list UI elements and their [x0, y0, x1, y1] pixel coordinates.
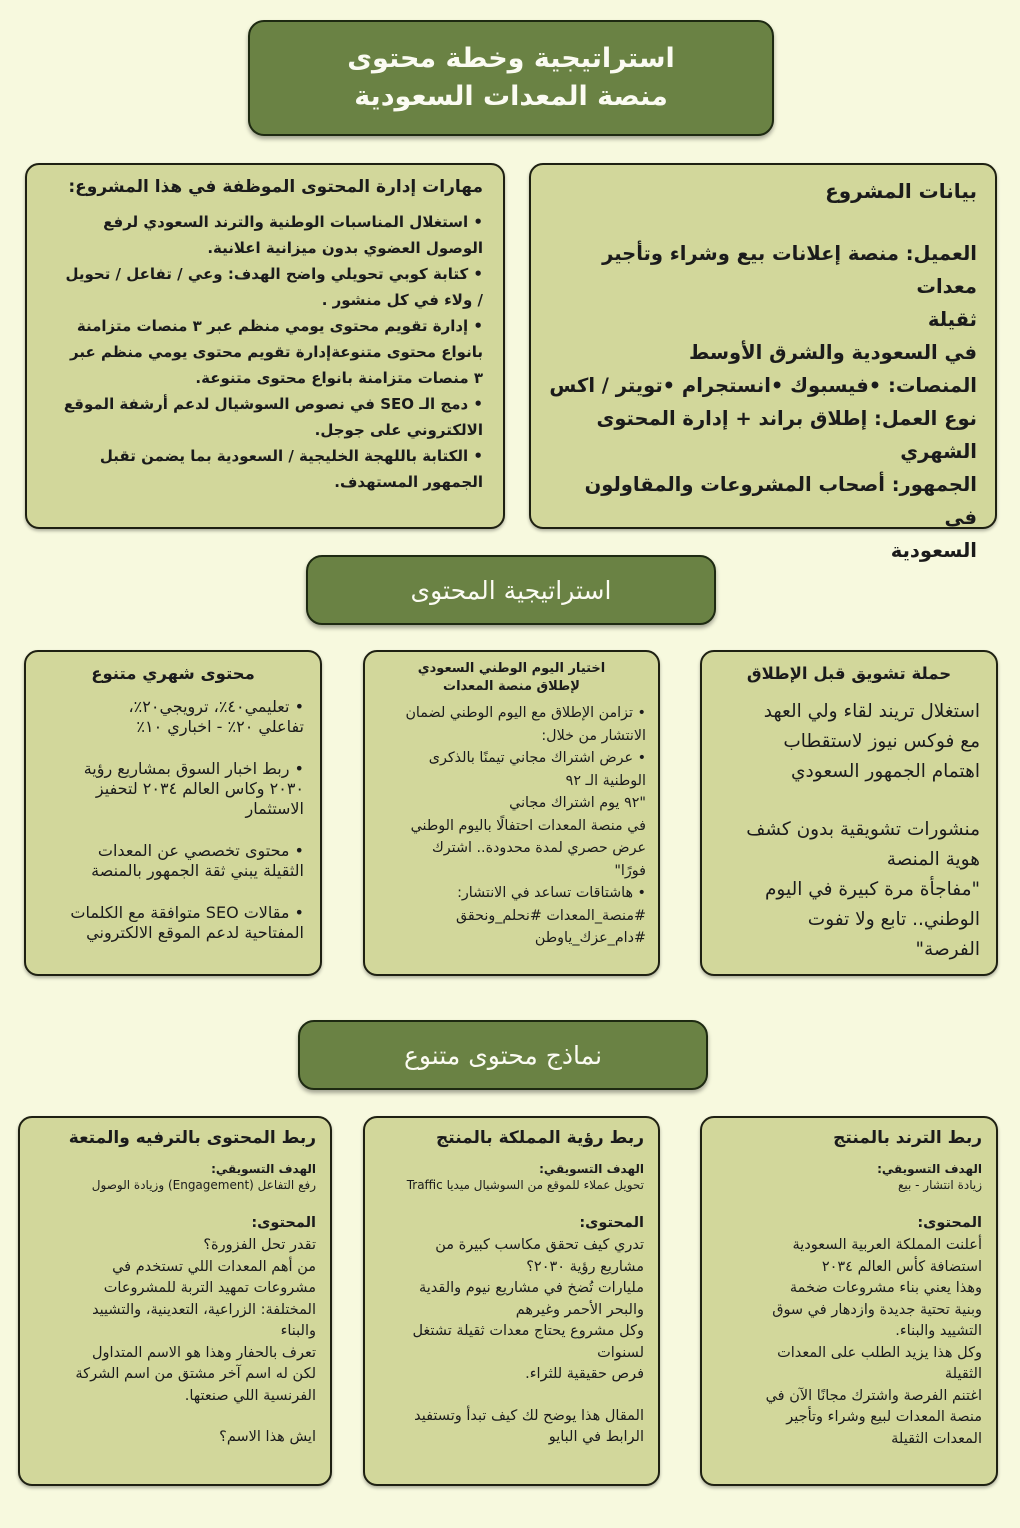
model-vision-heading: ربط رؤية المملكة بالمنتج: [436, 1128, 644, 1148]
project-data-line: نوع العمل: إطلاق براند + إدارة المحتوى: [596, 407, 977, 430]
monthly-item-line: الاستثمار: [245, 799, 304, 818]
teaser-line: الفرصة": [915, 939, 980, 960]
skills-heading: مهارات إدارة المحتوى الموظفة في هذا المشروع:: [68, 177, 483, 197]
content-line: أعلنت المملكة العربية السعودية: [792, 1237, 982, 1253]
skills-list: [47, 209, 483, 495]
content-line: اغتنم الفرصة واشترك مجانًا الآن في: [765, 1387, 982, 1404]
monthly-item: [42, 759, 304, 819]
teaser-line: منشورات تشويقية بدون كشف: [746, 819, 980, 840]
marketing-goal: تحويل عملاء للموقع من السوشيال ميديا Traffic: [406, 1178, 644, 1192]
national-day-line: الوطنية الـ ٩٢: [565, 772, 646, 789]
project-data-card: [529, 163, 997, 562]
skill-line: / ولاء في كل منشور .: [321, 291, 483, 309]
skill-line: • دمج الـ SEO في نصوص السوشيال لدعم أرشفة الموقع: [63, 395, 483, 413]
content-line: منصة المعدات لبيع وشراء وتأجير: [786, 1409, 982, 1425]
hashtag-line: #دام_عزك_ياوطن: [534, 930, 646, 946]
skill-line: الجمهور المستهدف.: [334, 473, 483, 491]
project-data-line: ثقيلة: [927, 308, 977, 331]
skills-card: [25, 163, 505, 529]
monthly-content-card: [24, 650, 322, 976]
marketing-goal: زيادة انتشار - بيع: [898, 1178, 982, 1192]
monthly-item-line: • ربط اخبار السوق بمشاريع رؤية: [83, 759, 304, 778]
monthly-item-line: • مقالات SEO متوافقة مع الكلمات: [70, 903, 304, 922]
model-trend-card: [700, 1116, 998, 1486]
project-data-heading: بيانات المشروع: [825, 179, 977, 203]
skill-line: الالكتروني على جوجل.: [314, 421, 483, 439]
teaser-line: مع فوكس نيوز لاستقطاب: [783, 731, 980, 752]
content-label: المحتوى:: [579, 1215, 644, 1231]
national-day-line: عرض حصري لمدة محدودة.. اشترك: [432, 840, 646, 856]
model-fun-card: [18, 1116, 332, 1486]
monthly-heading: محتوى شهري متنوع: [91, 664, 255, 683]
project-data-line: في السعودية والشرق الأوسط: [688, 341, 977, 364]
national-day-line: في منصة المعدات احتفالًا باليوم الوطني: [410, 817, 646, 834]
national-day-heading-1: اختيار اليوم الوطني السعودي: [417, 661, 606, 676]
monthly-item: [42, 903, 304, 943]
monthly-item-line: • محتوى تخصصي عن المعدات: [97, 841, 304, 860]
content-line: تقدر تحل الفزورة؟: [203, 1237, 316, 1253]
content-line: وبنية تحتية جديدة وازدهار في سوق: [772, 1301, 982, 1318]
teaser-line: استغلال تريند لقاء ولي العهد: [763, 701, 980, 722]
section-title-models-text: نماذج محتوى متنوع: [403, 1040, 603, 1070]
monthly-item: [42, 697, 304, 737]
main-title-line2: منصة المعدات السعودية: [354, 81, 668, 112]
national-day-card: [363, 650, 660, 976]
teaser-line: هوية المنصة: [886, 849, 980, 870]
monthly-item-line: المفتاحية لدعم الموقع الالكتروني: [86, 923, 304, 942]
teaser-line: الوطني.. تابع ولا تفوت: [807, 909, 980, 930]
monthly-item-line: تفاعلي ٢٠٪ - اخباري ١٠٪: [136, 717, 304, 736]
skill-line: • كتابة كوبي تحويلي واضح الهدف: وعي / تفاعل / تحويل: [65, 265, 483, 283]
marketing-goal-label: الهدف التسويقي:: [877, 1162, 982, 1176]
skill-line: ٣ منصات متزامنة بانواع محتوى متنوعة.: [195, 369, 483, 387]
monthly-item-line: • تعليمي٤٠٪، ترويجي٢٠٪،: [128, 697, 304, 716]
project-data-line: العميل: منصة إعلانات بيع وشراء وتأجير معدات: [602, 242, 977, 298]
section-title-models: [298, 1020, 708, 1090]
project-data-line: الشهري: [900, 440, 977, 463]
content-line: المختلفة: الزراعية، التعدينية، والتشييد: [92, 1301, 316, 1318]
skill-line: • استغلال المناسبات الوطنية والترند السعودي لرفع: [103, 213, 483, 231]
national-day-line: "٩٢ يوم اشتراك مجاني: [509, 795, 646, 811]
content-line: الرابط في البايو: [548, 1429, 644, 1445]
monthly-item: [42, 841, 304, 881]
content-line: لسنوات: [597, 1344, 644, 1361]
project-data-line: السعودية: [890, 539, 977, 562]
teaser-line: "مفاجأة مرة كبيرة في اليوم: [764, 879, 980, 900]
teaser-heading: حملة تشويق قبل الإطلاق: [746, 664, 952, 683]
content-line: الفرنسية اللي صنعتها.: [184, 1387, 316, 1404]
teaser-card: [700, 650, 998, 976]
content-line: ايش هذا الاسم؟: [219, 1429, 316, 1445]
content-line: من أهم المعدات اللي تستخدم في: [112, 1258, 316, 1275]
content-line: لكن له اسم آخر مشتق من اسم الشركة: [75, 1366, 316, 1382]
hashtag-line: #منصة_المعدات #نحلم_ونحقق: [456, 907, 646, 924]
teaser-line: اهتمام الجمهور السعودي: [791, 761, 980, 782]
content-line: والبحر الأحمر وغيرهم: [515, 1301, 644, 1318]
content-line: مشاريع رؤية ٢٠٣٠؟: [526, 1258, 644, 1275]
content-line: المقال هذا يوضح لك كيف تبدأ وتستفيد: [414, 1407, 644, 1424]
skill-line: • الكتابة باللهجة الخليجية / السعودية بما يضمن تقبل: [99, 447, 483, 465]
content-line: تعرف بالحفار وهذا هو الاسم المتداول: [92, 1344, 316, 1361]
content-label: المحتوى:: [251, 1215, 316, 1231]
national-day-line: فورًا": [614, 862, 646, 879]
national-day-line: الانتشار من خلال:: [541, 727, 646, 744]
content-line: وهذا يعني بناء مشروعات ضخمة: [789, 1280, 982, 1296]
national-day-line: • هاشتاقات تساعد في الانتشار:: [457, 885, 646, 901]
content-line: والبناء: [280, 1323, 316, 1339]
content-line: مليارات تُضخ في مشاريع نيوم والقدية: [418, 1280, 644, 1296]
content-line: التشييد والبناء.: [895, 1323, 982, 1339]
content-line: مشروعات تمهيد التربة للمشروعات: [103, 1280, 316, 1296]
monthly-item-line: ٢٠٣٠ وكاس العالم ٢٠٣٤ لتحفيز: [95, 779, 304, 798]
main-title-line1: استراتيجية وخطة محتوى: [347, 43, 675, 74]
content-label: المحتوى:: [917, 1215, 982, 1231]
model-fun-heading: ربط المحتوى بالترفيه والمتعة: [68, 1128, 316, 1148]
project-data-list: [549, 237, 977, 567]
main-title-banner: [248, 20, 774, 136]
marketing-goal-label: الهدف التسويقي:: [211, 1162, 316, 1176]
content-line: تدري كيف تحقق مكاسب كبيرة من: [435, 1237, 644, 1253]
model-vision-card: [363, 1116, 660, 1486]
marketing-goal-label: الهدف التسويقي:: [539, 1162, 644, 1176]
skill-line: بانواع محتوى متنوعةإدارة تقويم محتوى يومي منظم عبر: [70, 343, 483, 361]
skill-line: الوصول العضوي بدون ميزانية اعلانية.: [207, 239, 483, 257]
content-line: استضافة كأس العالم ٢٠٣٤: [821, 1258, 982, 1275]
project-data-line: المنصات: •فيسبوك •انستجرام •تويتر / اكس: [549, 374, 977, 397]
skill-line: • إدارة تقويم محتوى يومي منظم عبر ٣ منصات متزامنة: [76, 317, 483, 335]
model-trend-heading: ربط الترند بالمنتج: [833, 1128, 982, 1148]
content-line: وكل مشروع يحتاج معدات ثقيلة تشتغل: [412, 1323, 644, 1339]
section-title-strategy-text: استراتيجية المحتوى: [410, 575, 612, 605]
content-line: الثقيلة: [944, 1366, 982, 1382]
content-line: وكل هذا يزيد الطلب على المعدات: [777, 1344, 982, 1361]
monthly-item-line: الثقيلة يبني ثقة الجمهور بالمنصة: [91, 861, 304, 880]
content-line: المعدات الثقيلة: [891, 1430, 982, 1447]
national-day-line: • تزامن الإطلاق مع اليوم الوطني لضمان: [405, 705, 646, 721]
national-day-heading-2: لإطلاق منصة المعدات: [443, 679, 580, 694]
section-title-strategy: [306, 555, 716, 625]
content-line: فرص حقيقية للثراء.: [525, 1366, 644, 1382]
national-day-line: • عرض اشتراك مجاني تيمنًا بالذكرى: [428, 750, 646, 766]
project-data-line: الجمهور: أصحاب المشروعات والمقاولون في: [584, 473, 977, 529]
marketing-goal: رفع التفاعل (Engagement) وزيادة الوصول: [91, 1178, 316, 1192]
